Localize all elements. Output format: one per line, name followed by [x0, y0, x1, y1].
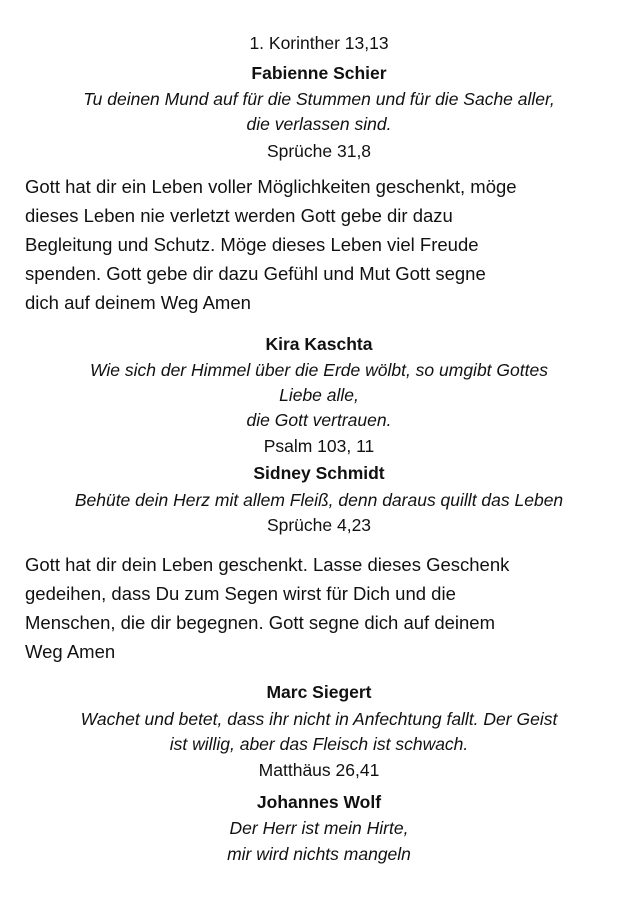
blessing-line: spenden. Gott gebe dir dazu Gefühl und Mut Gott segne: [25, 263, 486, 284]
blessing-line: dieses Leben nie verletzt werden Gott gebe dir dazu: [25, 205, 453, 226]
blessing-line: Begleitung und Schutz. Möge dieses Leben viel Freude: [25, 234, 479, 255]
verse-reference: Sprüche 4,23: [266, 515, 372, 535]
verse-reference: Matthäus 26,41: [258, 760, 380, 780]
verse-reference: Sprüche 31,8: [266, 141, 372, 161]
blessing-line: gedeihen, dass Du zum Segen wirst für Dich und die: [25, 583, 456, 604]
verse-reference: Psalm 103, 11: [263, 436, 375, 456]
person-name: Fabienne Schier: [251, 63, 387, 83]
verse-line: Tu deinen Mund auf für die Stummen und für die Sache aller,: [83, 89, 555, 109]
verse-line: ist willig, aber das Fleisch ist schwach.: [169, 734, 469, 754]
verse-line: die Gott vertrauen.: [246, 410, 392, 430]
verse-line: Behüte dein Herz mit allem Fleiß, denn daraus quillt das Leben: [74, 490, 564, 510]
verse-line: Liebe alle,: [279, 385, 359, 405]
verse-line: Wachet und betet, dass ihr nicht in Anfechtung fallt. Der Geist: [80, 709, 558, 729]
person-name: Kira Kaschta: [265, 334, 373, 354]
person-name: Marc Siegert: [266, 682, 372, 702]
blessing-paragraph: [25, 550, 620, 666]
blessing-line: dich auf deinem Weg Amen: [25, 292, 251, 313]
verse-line: Der Herr ist mein Hirte,: [229, 818, 409, 838]
top-reference: 1. Korinther 13,13: [249, 33, 389, 53]
blessing-line: Gott hat dir dein Leben geschenkt. Lasse dieses Geschenk: [25, 554, 510, 575]
person-name: Sidney Schmidt: [253, 463, 385, 483]
blessing-line: Menschen, die dir begegnen. Gott segne dich auf deinem: [25, 612, 496, 633]
blessing-line: Weg Amen: [25, 641, 116, 662]
verse-line: die verlassen sind.: [246, 114, 392, 134]
blessing-line: Gott hat dir ein Leben voller Möglichkeiten geschenkt, möge: [25, 176, 517, 197]
verse-line: mir wird nichts mangeln: [227, 844, 411, 864]
blessing-paragraph: [25, 172, 620, 317]
verse-line: Wie sich der Himmel über die Erde wölbt, so umgibt Gottes: [90, 360, 548, 380]
person-name: Johannes Wolf: [256, 792, 382, 812]
